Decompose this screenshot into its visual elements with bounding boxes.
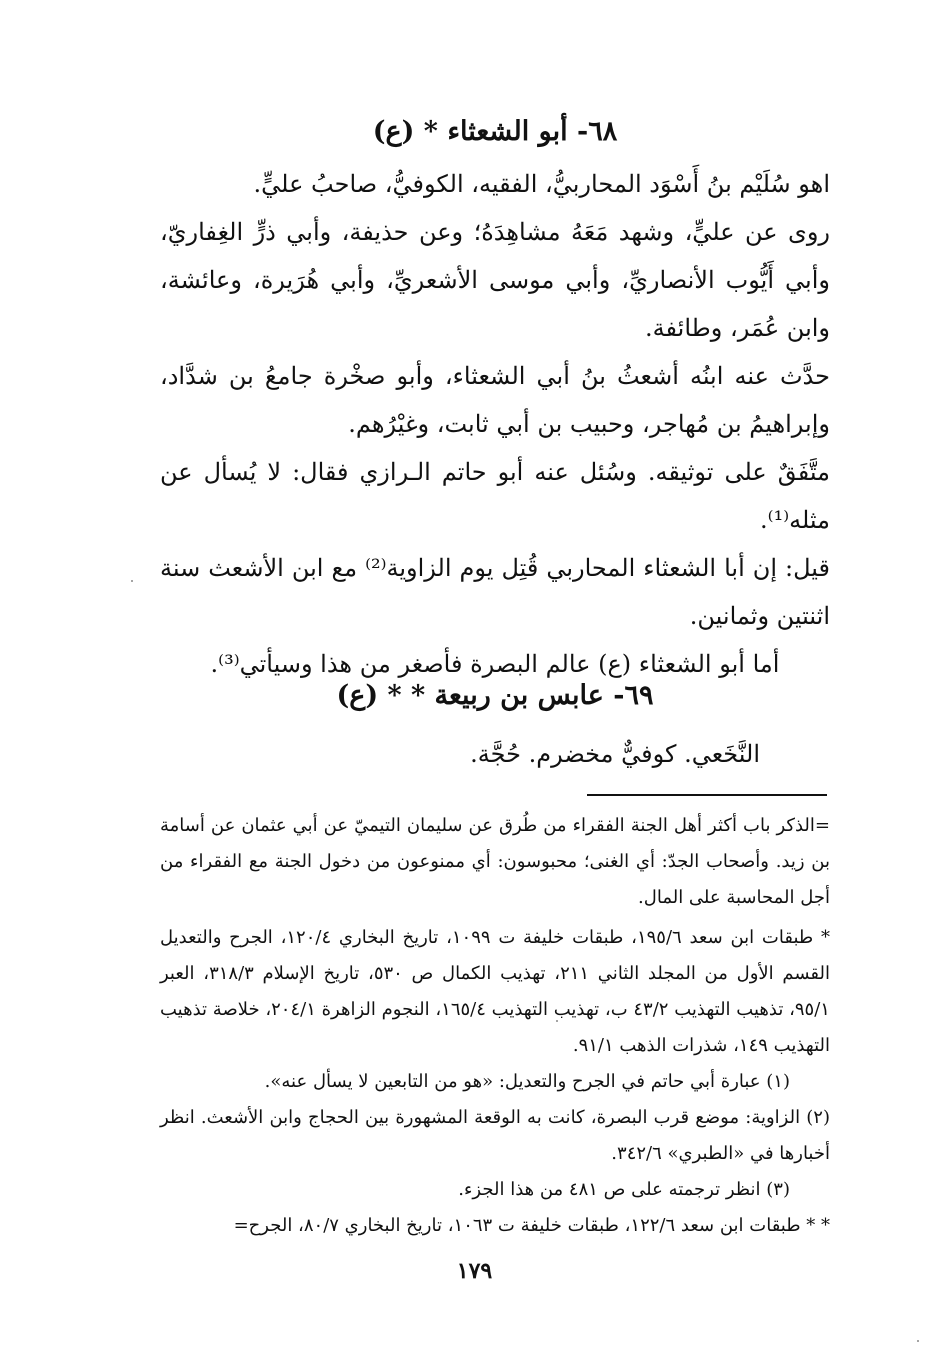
entry-68-body <box>160 160 830 688</box>
entry-68-paragraph-intro: اهو سُلَيْم بنُ أَسْوَد المحاربيُّ، الفقيه، الكوفيُّ، صاحبُ عليٍّ. <box>253 170 830 198</box>
footnote-3: (٣) انظر ترجمته على ص ٤٨١ من هذا الجزء. <box>458 1179 790 1200</box>
entry-69-paragraph-intro: النَّخَعي. كوفيٌّ مخضرم. حُجَّة. <box>470 740 760 768</box>
entry-68-paragraph-death: قيل: إن أبا الشعثاء المحاربي قُتِل يوم الزاوية⁽²⁾ مع ابن الأشعث سنة اثنتين وثمانين. <box>160 554 831 630</box>
entry-69-heading: ٦٩- عابس بن ربيعة * * (ع) <box>336 680 654 711</box>
scan-speck <box>131 580 133 582</box>
entry-68-paragraph-narrated-from: روى عن عليٍّ، وشهد مَعَهُ مشاهِدَهُ؛ وعن حذيفة، وأبي ذرٍّ الغِفاريّ، وأبي أَيُّوب الأنصاريِّ، وأبي موسى الأشعريِّ، وأبي هُرَيرة، وعائشة، وابن عُمَر، وطائفة. <box>160 218 830 342</box>
footnote-1: (١) عبارة أبي حاتم في الجرح والتعديل: «هو من التابعين لا يسأل عنه». <box>264 1071 790 1092</box>
scan-speck <box>917 1340 919 1342</box>
entry-68-paragraph-narrated-by: حدَّث عنه ابنُه أشعثُ بنُ أبي الشعثاء، وأبو صخْرة جامعُ بن شدَّاد، وإبراهيمُ بن مُهاجر، وحبيب بن أبي ثابت، وغيْرُهم. <box>160 362 830 438</box>
page-number: ١٧٩ <box>456 1258 493 1284</box>
entry-68-heading: ٦٨- أبو الشعثاء * (ع) <box>372 116 618 147</box>
entry-68-paragraph-other-abu-shatha: أما أبو الشعثاء (ع) عالم البصرة فأصغر من هذا وسيأتي⁽³⁾. <box>210 650 780 678</box>
footnote-sources-entry-69: * * طبقات ابن سعد ١٢٢/٦، طبقات خليفة ت ١٠٦٣، تاريخ البخاري ٨٠/٧، الجرح= <box>233 1215 830 1236</box>
entry-68-paragraph-reliability: متَّفَقٌ على توثيقه. وسُئل عنه أبو حاتم الـرازي فقال: لا يُسأل عن مثله⁽¹⁾. <box>160 458 830 534</box>
footnote-continuation: =الذكر باب أكثر أهل الجنة الفقراء من طُرق عن سليمان التيميّ عن أبي عثمان عن أسامة بن زيد. وأصحاب الجدّ: أي الغنى؛ محبوسون: أي ممنوعون من دخول الجنة مع الفقراء من أجل المحاسبة على المال. <box>160 815 830 908</box>
footnote-separator <box>587 794 827 796</box>
footnote-sources-entry-68: * طبقات ابن سعد ١٩٥/٦، طبقات خليفة ت ١٠٩٩، تاريخ البخاري ١٢٠/٤، الجرح والتعديل القسم الأول من المجلد الثاني ٢١١، تهذيب الكمال ص ٥٣٠، تاريخ الإسلام ٣١٨/٣، العبر ٩٥/١، تذهيب التهذيب ٤٣/٢ ب، تهذيب التهذيب ١٦٥/٤، النجوم الزاهرة ٢٠٤/١، خلاصة تذهيب التهذيب ١٤٩، شذرات الذهب ٩١/١. <box>160 927 830 1056</box>
footnote-2: (٢) الزاوية: موضع قرب البصرة، كانت به الوقعة المشهورة بين الحجاج وابن الأشعث. انظر أخبارها في «الطبري» ٣٤٢/٦. <box>160 1107 830 1164</box>
footnotes-block <box>160 808 830 1244</box>
scan-speck <box>556 1020 558 1022</box>
entry-69-body <box>160 730 830 778</box>
